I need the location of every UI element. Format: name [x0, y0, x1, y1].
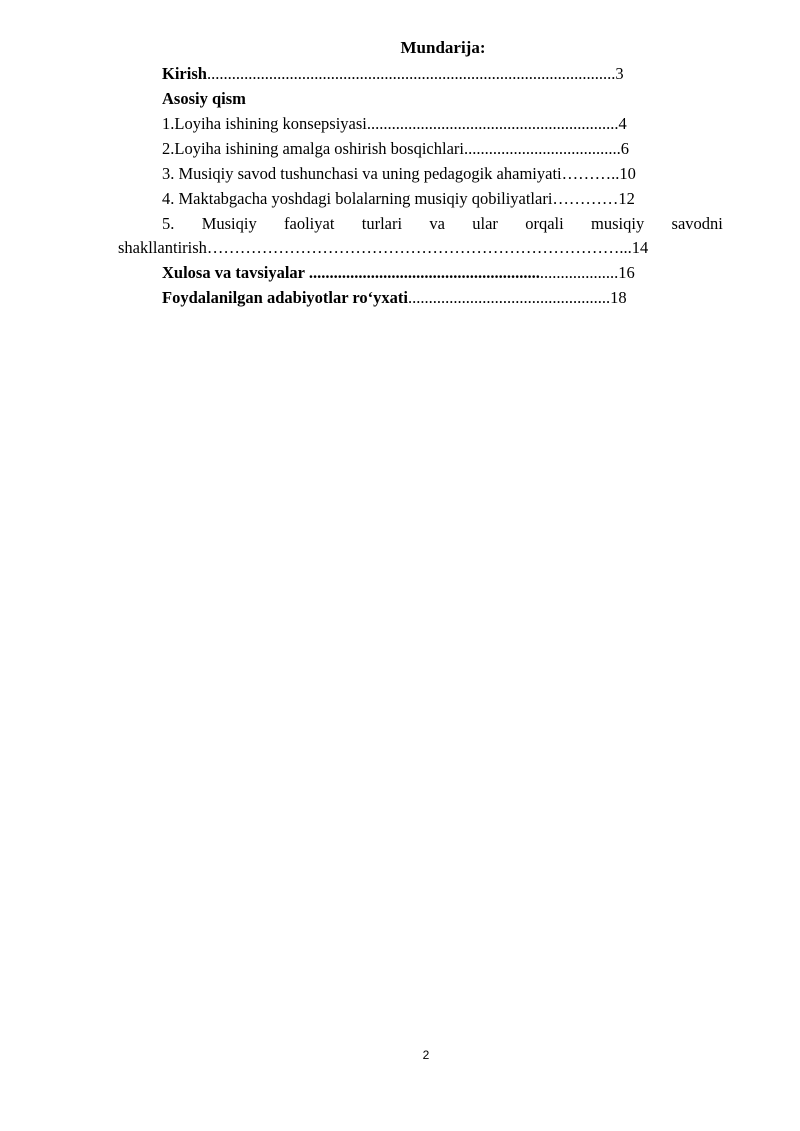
toc-entry-xulosa — [162, 263, 635, 283]
toc-entry-5-word: va — [429, 214, 445, 233]
toc-section-heading: Asosiy qism — [162, 89, 246, 108]
toc-entry-label: Foydalanilgan adabiyotlar ro‘yxati — [162, 288, 409, 307]
toc-entry-5-word: Musiqiy — [201, 214, 257, 233]
toc-entry-1: 1.Loyiha ishining konsepsiyasi.............................................................4 — [162, 114, 627, 133]
toc-entry-foydalanilgan — [162, 288, 627, 308]
toc-entry-5-continuation: shakllantirish…………………………………………………………………...14 — [118, 238, 649, 257]
toc-title: Mundarija: — [400, 38, 486, 57]
toc-entry-5-word: orqali — [525, 214, 564, 233]
toc-entry-5-word: ular — [472, 214, 498, 233]
toc-entry-label: Kirish — [162, 64, 207, 83]
toc-entry-label: Xulosa va tavsiyalar ........................................................ — [162, 263, 540, 282]
toc-entry-5-word: faoliyat — [284, 214, 335, 233]
toc-entry-2: 2.Loyiha ishining amalga oshirish bosqichlari......................................6 — [162, 139, 629, 158]
toc-entry-3: 3. Musiqiy savod tushunchasi va uning pedagogik ahamiyati………..10 — [162, 164, 636, 183]
toc-entry-5-word: turlari — [361, 214, 403, 233]
toc-entry-leader: ...................................................................................................3 — [206, 64, 624, 83]
toc-entry-leader: ...................16 — [539, 263, 635, 282]
toc-entry-5-word: savodni — [671, 214, 723, 233]
toc-entry-5 — [162, 214, 723, 234]
page-number: 2 — [422, 1048, 430, 1062]
toc-entry-kirish — [162, 64, 624, 84]
toc-entry-leader: .................................................18 — [408, 288, 627, 307]
toc-entry-5-word: musiqiy — [591, 214, 645, 233]
toc-entry-5-word: 5. — [162, 214, 175, 233]
toc-entry-4: 4. Maktabgacha yoshdagi bolalarning musiqiy qobiliyatlari…………12 — [162, 189, 635, 208]
